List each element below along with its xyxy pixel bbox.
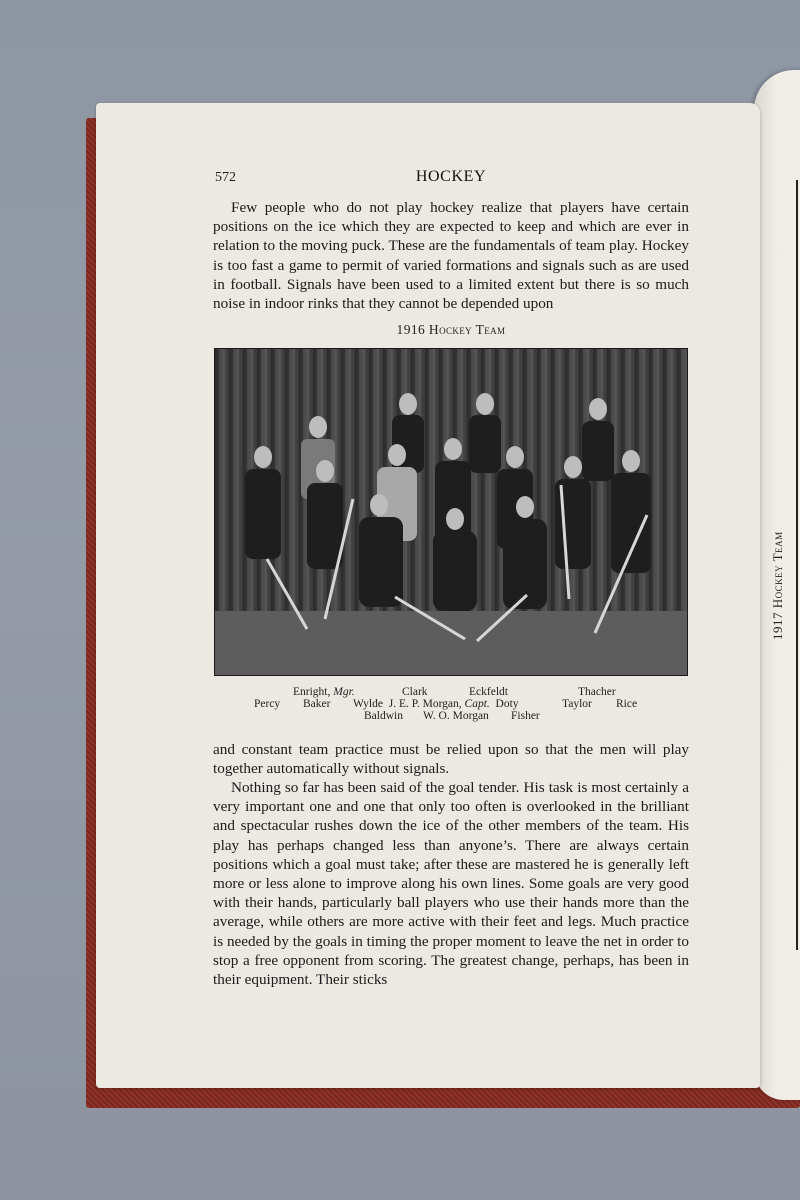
paragraph-2: and constant team practice must be relied upon so that the men will play together automatically without signals. [213,741,689,778]
page-number: 572 [215,170,236,185]
caption-rice: Rice [616,698,638,710]
chapter-title: HOCKEY [415,168,487,185]
caption-wylde: Wylde [353,698,383,710]
caption-eckfeldt: Eckfeldt [469,686,508,698]
caption-doty: Doty [495,698,519,710]
running-head [215,170,687,190]
caption-capt: Capt. [464,698,490,710]
caption-mgr: Mgr. [333,686,355,698]
caption-morgan-je: J. E. P. Morgan, [388,698,462,710]
caption-row-1 [293,686,355,698]
caption-row-2-middle [353,698,519,710]
team-photograph [214,348,688,676]
caption-fisher: Fisher [511,710,540,722]
paragraph-3: Nothing so far has been said of the goal tender. His task is most certainly a very important one and one that only too often is overlooked in the brilliant and spectacular rushes down the ice of the other members of the team. His play has perhaps changed less than anyone’s. There are always certain positions which a goal must take; after these are mastered he is generally left more or less alone to improve along his own lines. Some goals are very good with their hands, particularly ball players who use their hands more than the average, while others are more active with their feet and legs. Much practice is needed by the goals in timing the proper moment to leave the net in order to stop a free opponent from scoring. The greatest change, perhaps, has been in their equipment. Their sticks [213,779,689,989]
facing-plate-border [796,180,800,950]
facing-plate-caption: 1917 Hockey Team [770,531,785,640]
caption-morgan-wo: W. O. Morgan [423,710,489,722]
caption-baker: Baker [303,698,331,710]
caption-clark: Clark [402,686,428,698]
paragraph-1: Few people who do not play hockey realize that players have certain positions on the ice which they are expected to keep and which are ever in relation to the moving puck. These are the fundamentals of team play. Hockey is too fast a game to permit of varied formations and signals such as are used in football. Signals have been used to a limited extent but there is so much noise in indoor rinks that they cannot be depended upon [213,199,689,313]
caption-enright: Enright, [293,686,331,698]
caption-percy: Percy [254,698,281,710]
caption-thacher: Thacher [578,686,616,698]
caption-taylor: Taylor [562,698,592,710]
team-photo-illustration [215,349,687,675]
photo-title: 1916 Hockey Team [396,322,506,337]
caption-baldwin: Baldwin [364,710,403,722]
